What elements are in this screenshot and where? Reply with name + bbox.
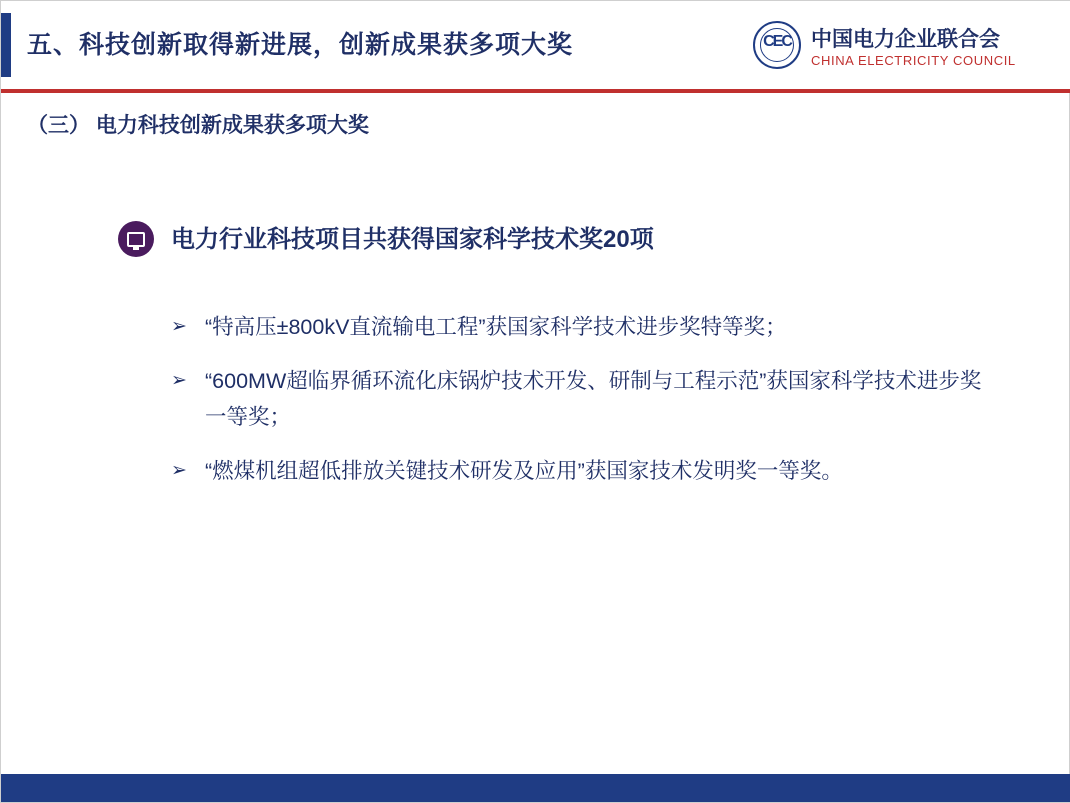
- header-accent-bar: [1, 13, 11, 77]
- bullet-marker-icon: ➢: [171, 460, 187, 481]
- list-item: [171, 309, 1001, 345]
- bullet-text: “特高压±800kV直流输电工程”获国家科学技术进步奖特等奖；: [205, 315, 787, 339]
- header-divider: [1, 89, 1070, 93]
- organization-logo: [753, 19, 1053, 77]
- monitor-icon: [118, 221, 154, 257]
- bullet-list: [171, 309, 1001, 507]
- logo-english-name: CHINA ELECTRICITY COUNCIL: [811, 53, 1016, 68]
- list-item: [171, 453, 1001, 489]
- logo-emblem-icon: [753, 21, 801, 69]
- monitor-icon-glyph: [127, 232, 145, 247]
- logo-mark-text: CEC: [763, 33, 791, 50]
- list-item: [171, 363, 1001, 435]
- section-heading-label: 电力行业科技项目共获得国家科学技术奖20项: [171, 226, 654, 253]
- bullet-text: “600MW超临界循环流化床锅炉技术开发、研制与工程示范”获国家科学技术进步奖一等奖；: [205, 369, 982, 429]
- section-heading: [118, 219, 918, 261]
- bullet-marker-icon: ➢: [171, 370, 187, 391]
- bullet-marker-icon: ➢: [171, 316, 187, 337]
- logo-chinese-name: 中国电力企业联合会: [811, 28, 1000, 51]
- slide-footer-bar: [1, 774, 1070, 802]
- bullet-text: “燃煤机组超低排放关键技术研发及应用”获国家技术发明奖一等奖。: [205, 459, 843, 483]
- page-title: 五、科技创新取得新进展，创新成果获多项大奖: [27, 31, 574, 59]
- section-subtitle: （三） 电力科技创新成果获多项大奖: [27, 114, 369, 137]
- slide-header: [1, 1, 1070, 89]
